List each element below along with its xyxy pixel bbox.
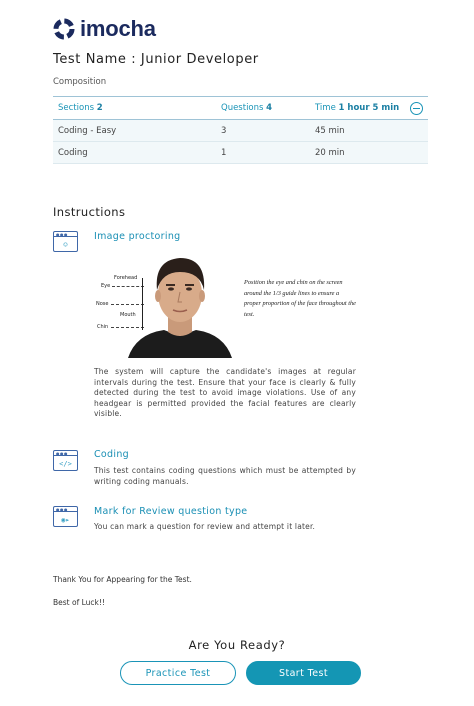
code-icon: ●●● </>	[53, 450, 78, 471]
brand-name: imocha	[80, 16, 156, 41]
composition-table	[53, 96, 428, 164]
table-row	[53, 120, 428, 142]
mouth-label: Mouth	[120, 312, 136, 318]
composition-label: Composition	[53, 77, 107, 87]
nose-label: Nose	[96, 301, 109, 307]
mark-for-review-title: Mark for Review question type	[94, 506, 248, 517]
face-scan-icon: ●●● ☺	[53, 231, 78, 252]
collapse-icon[interactable]	[410, 102, 423, 115]
thanks-text: Thank You for Appearing for the Test.	[53, 575, 192, 584]
imocha-logo-icon	[52, 17, 76, 41]
row-questions: 3	[221, 125, 227, 136]
coding-text: This test contains coding questions which must be attempted by writing coding manuals.	[94, 466, 356, 486]
face-guide-figure	[94, 248, 356, 360]
start-test-button[interactable]: Start Test	[246, 661, 361, 685]
row-section: Coding	[58, 147, 88, 158]
brand-logo	[52, 16, 156, 42]
image-proctoring-text: The system will capture the candidate's images at regular intervals during the test. Ensure that your face is clearly & fully detected during the test to avoid image violations. Use of any headgear is permitted provided the facial features are clearly visible.	[94, 367, 356, 418]
time-header: Time 1 hour 5 min	[315, 103, 400, 113]
eye-label: Eye	[101, 283, 111, 289]
best-luck-text: Best of Luck!!	[53, 598, 105, 607]
face-illustration	[124, 250, 236, 358]
review-icon: ●●● ◉▸	[53, 506, 78, 527]
row-section: Coding - Easy	[58, 125, 117, 136]
table-row	[53, 142, 428, 164]
image-proctoring-title: Image proctoring	[94, 231, 181, 242]
practice-test-button[interactable]: Practice Test	[120, 661, 236, 685]
questions-header: Questions 4	[221, 103, 273, 113]
page-title: Test Name : Junior Developer	[53, 52, 259, 67]
row-questions: 1	[221, 147, 227, 158]
composition-header	[53, 96, 428, 120]
sections-header: Sections 2	[58, 103, 103, 113]
forehead-label: Forehead	[114, 275, 138, 281]
instructions-heading: Instructions	[53, 205, 126, 219]
mark-for-review-text: You can mark a question for review and attempt it later.	[94, 522, 316, 531]
row-time: 45 min	[315, 125, 345, 136]
ready-heading: Are You Ready?	[188, 638, 286, 652]
face-guide-caption: Position the eye and chin on the screen around the 1/3 guide lines to ensure a proper proportion of the face throughout the test.	[244, 279, 356, 318]
coding-title: Coding	[94, 449, 129, 460]
chin-label: Chin	[97, 324, 109, 330]
row-time: 20 min	[315, 147, 345, 158]
